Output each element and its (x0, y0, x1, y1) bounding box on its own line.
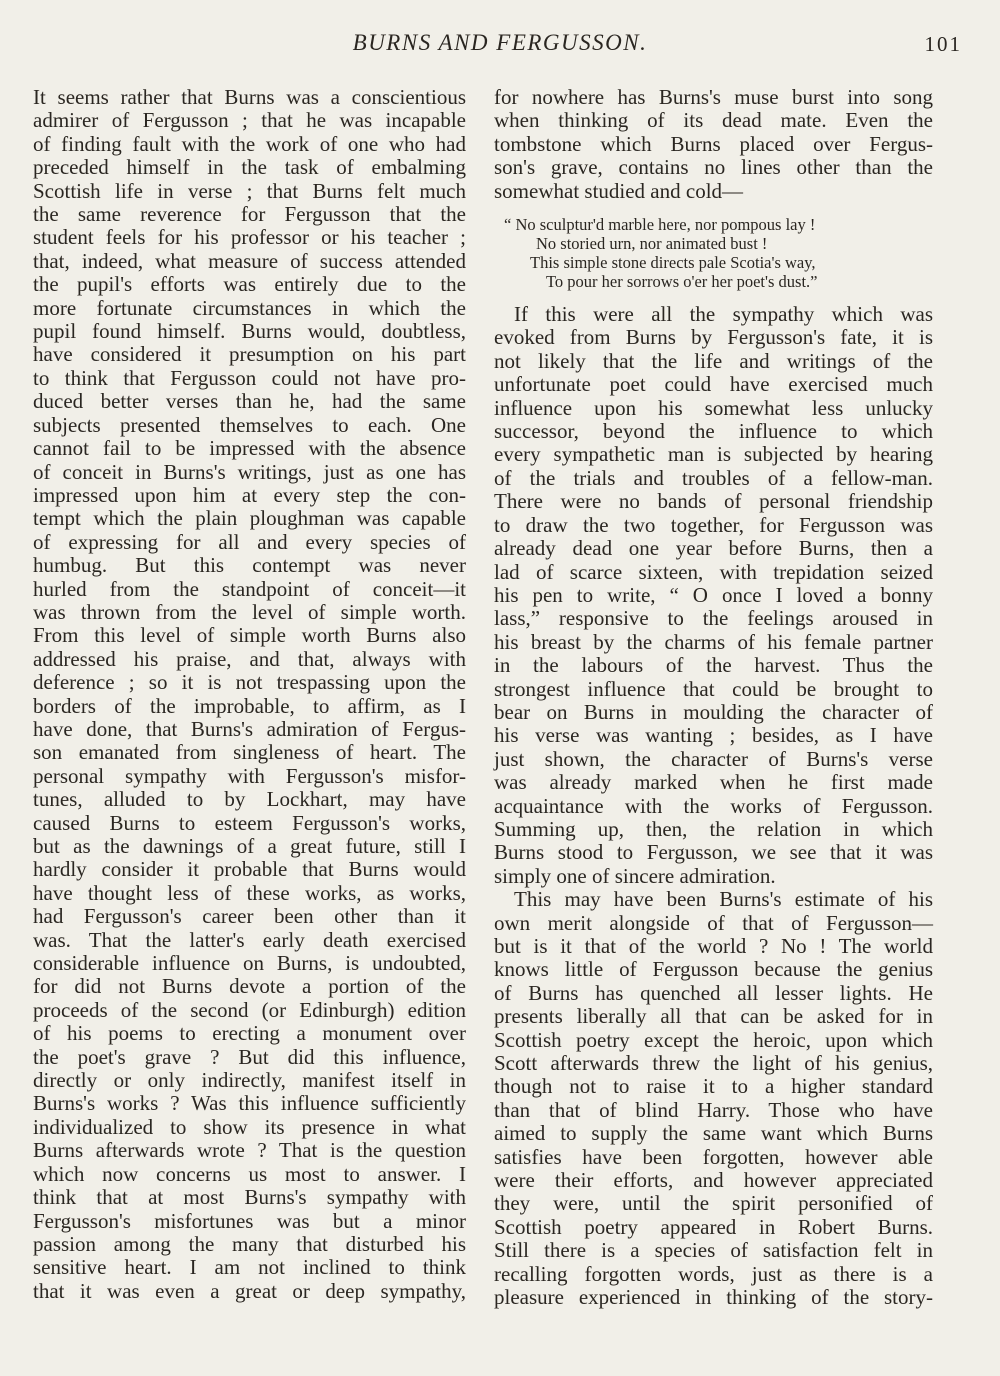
text-line: his pen to write, “ O once I loved a bonny (494, 582, 933, 607)
text-line: simply one of sincere admiration. (494, 863, 776, 888)
text-line: lad of scarce sixteen, with trepidation seized (494, 559, 933, 584)
text-line: pupil found himself. Burns would, doubtless, (33, 319, 466, 344)
text-line: the same reverence for Fergusson that the (33, 202, 466, 227)
text-line: sensitive heart. I am not inclined to think (33, 1255, 466, 1280)
text-line: satisfies have been forgotten, however able (494, 1144, 933, 1169)
text-line: Summing up, then, the relation in which (494, 816, 933, 841)
left-column (33, 86, 466, 1303)
text-line: but as the dawnings of a great future, still I (33, 834, 466, 858)
text-line: Scottish poetry except the heroic, upon which (494, 1027, 933, 1052)
text-line: somewhat studied and cold— (494, 178, 744, 203)
text-line: tunes, alluded to by Lockhart, may have (33, 787, 466, 812)
text-line: think that at most Burns's sympathy with (33, 1185, 466, 1210)
text-line: considerable influence on Burns, is undoubted, (33, 951, 466, 976)
text-line: of the trials and troubles of a fellow-man. (494, 465, 933, 490)
text-line: evoked from Burns by Fergusson's fate, it is (494, 325, 933, 350)
text-line: they were, until the spirit personified of (494, 1191, 933, 1216)
text-line: student feels for his professor or his teacher ; (33, 225, 466, 250)
paragraph-continued (494, 86, 933, 203)
text-line: in the labours of the harvest. Thus the (494, 653, 933, 678)
text-line: already dead one year before Burns, then a (494, 536, 933, 561)
text-line: hardly consider it probable that Burns would (33, 857, 466, 882)
text-line: for nowhere has Burns's muse burst into song (494, 85, 933, 109)
text-line: of expressing for all and every species of (33, 529, 466, 554)
text-line: admirer of Fergusson ; that he was incapable (33, 108, 466, 133)
text-line: when thinking of its dead mate. Even the (494, 108, 933, 133)
text-line: that it was even a great or deep sympathy, (33, 1278, 466, 1303)
text-line: Fergusson's misfortunes was but a minor (33, 1208, 466, 1233)
text-line: the poet's grave ? But did this influence, (33, 1044, 466, 1069)
text-line: proceeds of the second (or Edinburgh) edition (33, 997, 466, 1022)
epitaph-quote (494, 215, 933, 291)
text-line: tempt which the plain ploughman was capable (33, 506, 466, 531)
text-line: was already marked when he first made (494, 770, 933, 795)
text-line: This may have been Burns's estimate of his (514, 887, 933, 912)
text-line: the pupil's efforts was entirely due to the (33, 272, 466, 297)
text-line: his verse was wanting ; besides, as I have (494, 723, 933, 748)
text-line: Burns's works ? Was this influence sufficiently (33, 1091, 466, 1116)
text-line: every sympathetic man is subjected by hearing (494, 442, 933, 467)
text-line: From this level of simple worth Burns also (33, 623, 466, 648)
text-line: was. That the latter's early death exercised (33, 927, 466, 952)
text-line: passion among the many that disturbed his (33, 1231, 466, 1256)
text-line: preceded himself in the task of embalming (33, 155, 466, 180)
text-line: but is it that of the world ? No ! The world (494, 934, 933, 958)
text-line: addressed his praise, and that, always with (33, 646, 466, 671)
text-line: impressed upon him at every step the con- (33, 482, 466, 507)
running-title: BURNS AND FERGUSSON. (352, 30, 648, 55)
text-line: have done, that Burns's admiration of Fergus- (33, 716, 466, 741)
quote-line: “ No sculptur'd marble here, nor pompous lay ! (504, 215, 816, 235)
text-line: more fortunate circumstances in which the (33, 295, 466, 320)
text-line: than that of blind Harry. Those who have (494, 1097, 933, 1122)
text-line: successor, beyond the influence to which (494, 419, 933, 444)
text-line: cannot fail to be impressed with the absence (33, 436, 466, 461)
text-line: hurled from the standpoint of conceit—it (33, 576, 466, 601)
text-line: have thought less of these works, as works, (33, 880, 466, 905)
text-line: deference ; so it is not trespassing upon the (33, 670, 466, 695)
text-line: influence upon his somewhat less unlucky (494, 395, 933, 420)
text-line: tombstone which Burns placed over Fergus- (494, 131, 933, 156)
text-line: though not to raise it to a higher standard (494, 1074, 933, 1099)
text-line: bear on Burns in moulding the character of (494, 699, 933, 724)
text-line: to draw the two together, for Fergusson was (494, 512, 933, 537)
text-line: son's grave, contains no lines other than the (494, 155, 933, 180)
text-line: son emanated from singleness of heart. The (33, 740, 466, 765)
text-line: not likely that the life and writings of the (494, 348, 933, 373)
text-line: caused Burns to esteem Fergusson's works, (33, 810, 466, 835)
text-line: Still there is a species of satisfaction felt in (494, 1238, 933, 1263)
text-line: Burns stood to Fergusson, we see that it was (494, 840, 933, 865)
text-line: subjects presented themselves to each. One (33, 412, 466, 437)
paragraph (494, 303, 933, 888)
text-line: which now concerns us most to answer. I (33, 1161, 466, 1186)
text-line: that, indeed, what measure of success attended (33, 248, 466, 273)
text-line: If this were all the sympathy which was (514, 302, 933, 327)
quote-line: No storied urn, nor animated bust ! (536, 234, 768, 254)
text-line: unfortunate poet could have exercised much (494, 372, 933, 397)
text-line: to think that Fergusson could not have pro- (33, 365, 466, 390)
text-line: of conceit in Burns's writings, just as one has (33, 459, 466, 484)
text-line: It seems rather that Burns was a conscientious (33, 85, 466, 109)
page-number: 101 (924, 32, 962, 56)
text-line: There were no bands of personal friendship (494, 489, 933, 514)
text-line: have considered it presumption on his part (33, 342, 466, 367)
text-line: aimed to supply the same want which Burns (494, 1121, 933, 1146)
text-line: borders of the improbable, to affirm, as I (33, 693, 466, 718)
text-line: of Burns has quenched all lesser lights. He (494, 980, 933, 1005)
text-line: had Fergusson's career been other than it (33, 904, 466, 929)
text-line: for did not Burns devote a portion of the (33, 974, 466, 999)
text-line: duced better verses than he, had the same (33, 389, 466, 414)
text-line: personal sympathy with Fergusson's misfor- (33, 763, 466, 788)
text-line: knows little of Fergusson because the genius (494, 957, 933, 982)
text-line: Scottish life in verse ; that Burns felt much (33, 178, 466, 203)
text-line: of his poems to erecting a monument over (33, 1021, 466, 1046)
quote-line: This simple stone directs pale Scotia's way, (530, 253, 816, 273)
text-line: were their efforts, and however appreciated (494, 1168, 933, 1193)
text-line: lass,” responsive to the feelings aroused in (494, 606, 933, 631)
text-line: Scott afterwards threw the light of his genius, (494, 1051, 933, 1076)
text-line: pleasure experienced in thinking of the story- (494, 1285, 933, 1310)
text-line: recalling forgotten words, just as there is a (494, 1261, 933, 1286)
text-line: acquaintance with the works of Fergusson. (494, 793, 933, 818)
text-line: his breast by the charms of his female partner (494, 629, 933, 654)
text-line: of finding fault with the work of one who had (33, 131, 466, 156)
text-line: strongest influence that could be brought to (494, 676, 933, 701)
text-line: directly or only indirectly, manifest itself in (33, 1068, 466, 1093)
text-line: humbug. But this contempt was never (33, 553, 466, 578)
text-line: own merit alongside of that of Fergusson— (494, 910, 933, 935)
paragraph (494, 888, 933, 1309)
text-line: just shown, the character of Burns's verse (494, 746, 933, 771)
text-line: individualized to show its presence in what (33, 1114, 466, 1139)
text-line: presents liberally all that can be asked for in (494, 1004, 933, 1029)
text-line: was thrown from the level of simple worth. (33, 599, 466, 624)
quote-line: To pour her sorrows o'er her poet's dust.” (546, 272, 818, 292)
right-column (494, 86, 933, 1310)
text-line: Scottish poetry appeared in Robert Burns. (494, 1214, 933, 1239)
text-line: Burns afterwards wrote ? That is the question (33, 1138, 466, 1163)
